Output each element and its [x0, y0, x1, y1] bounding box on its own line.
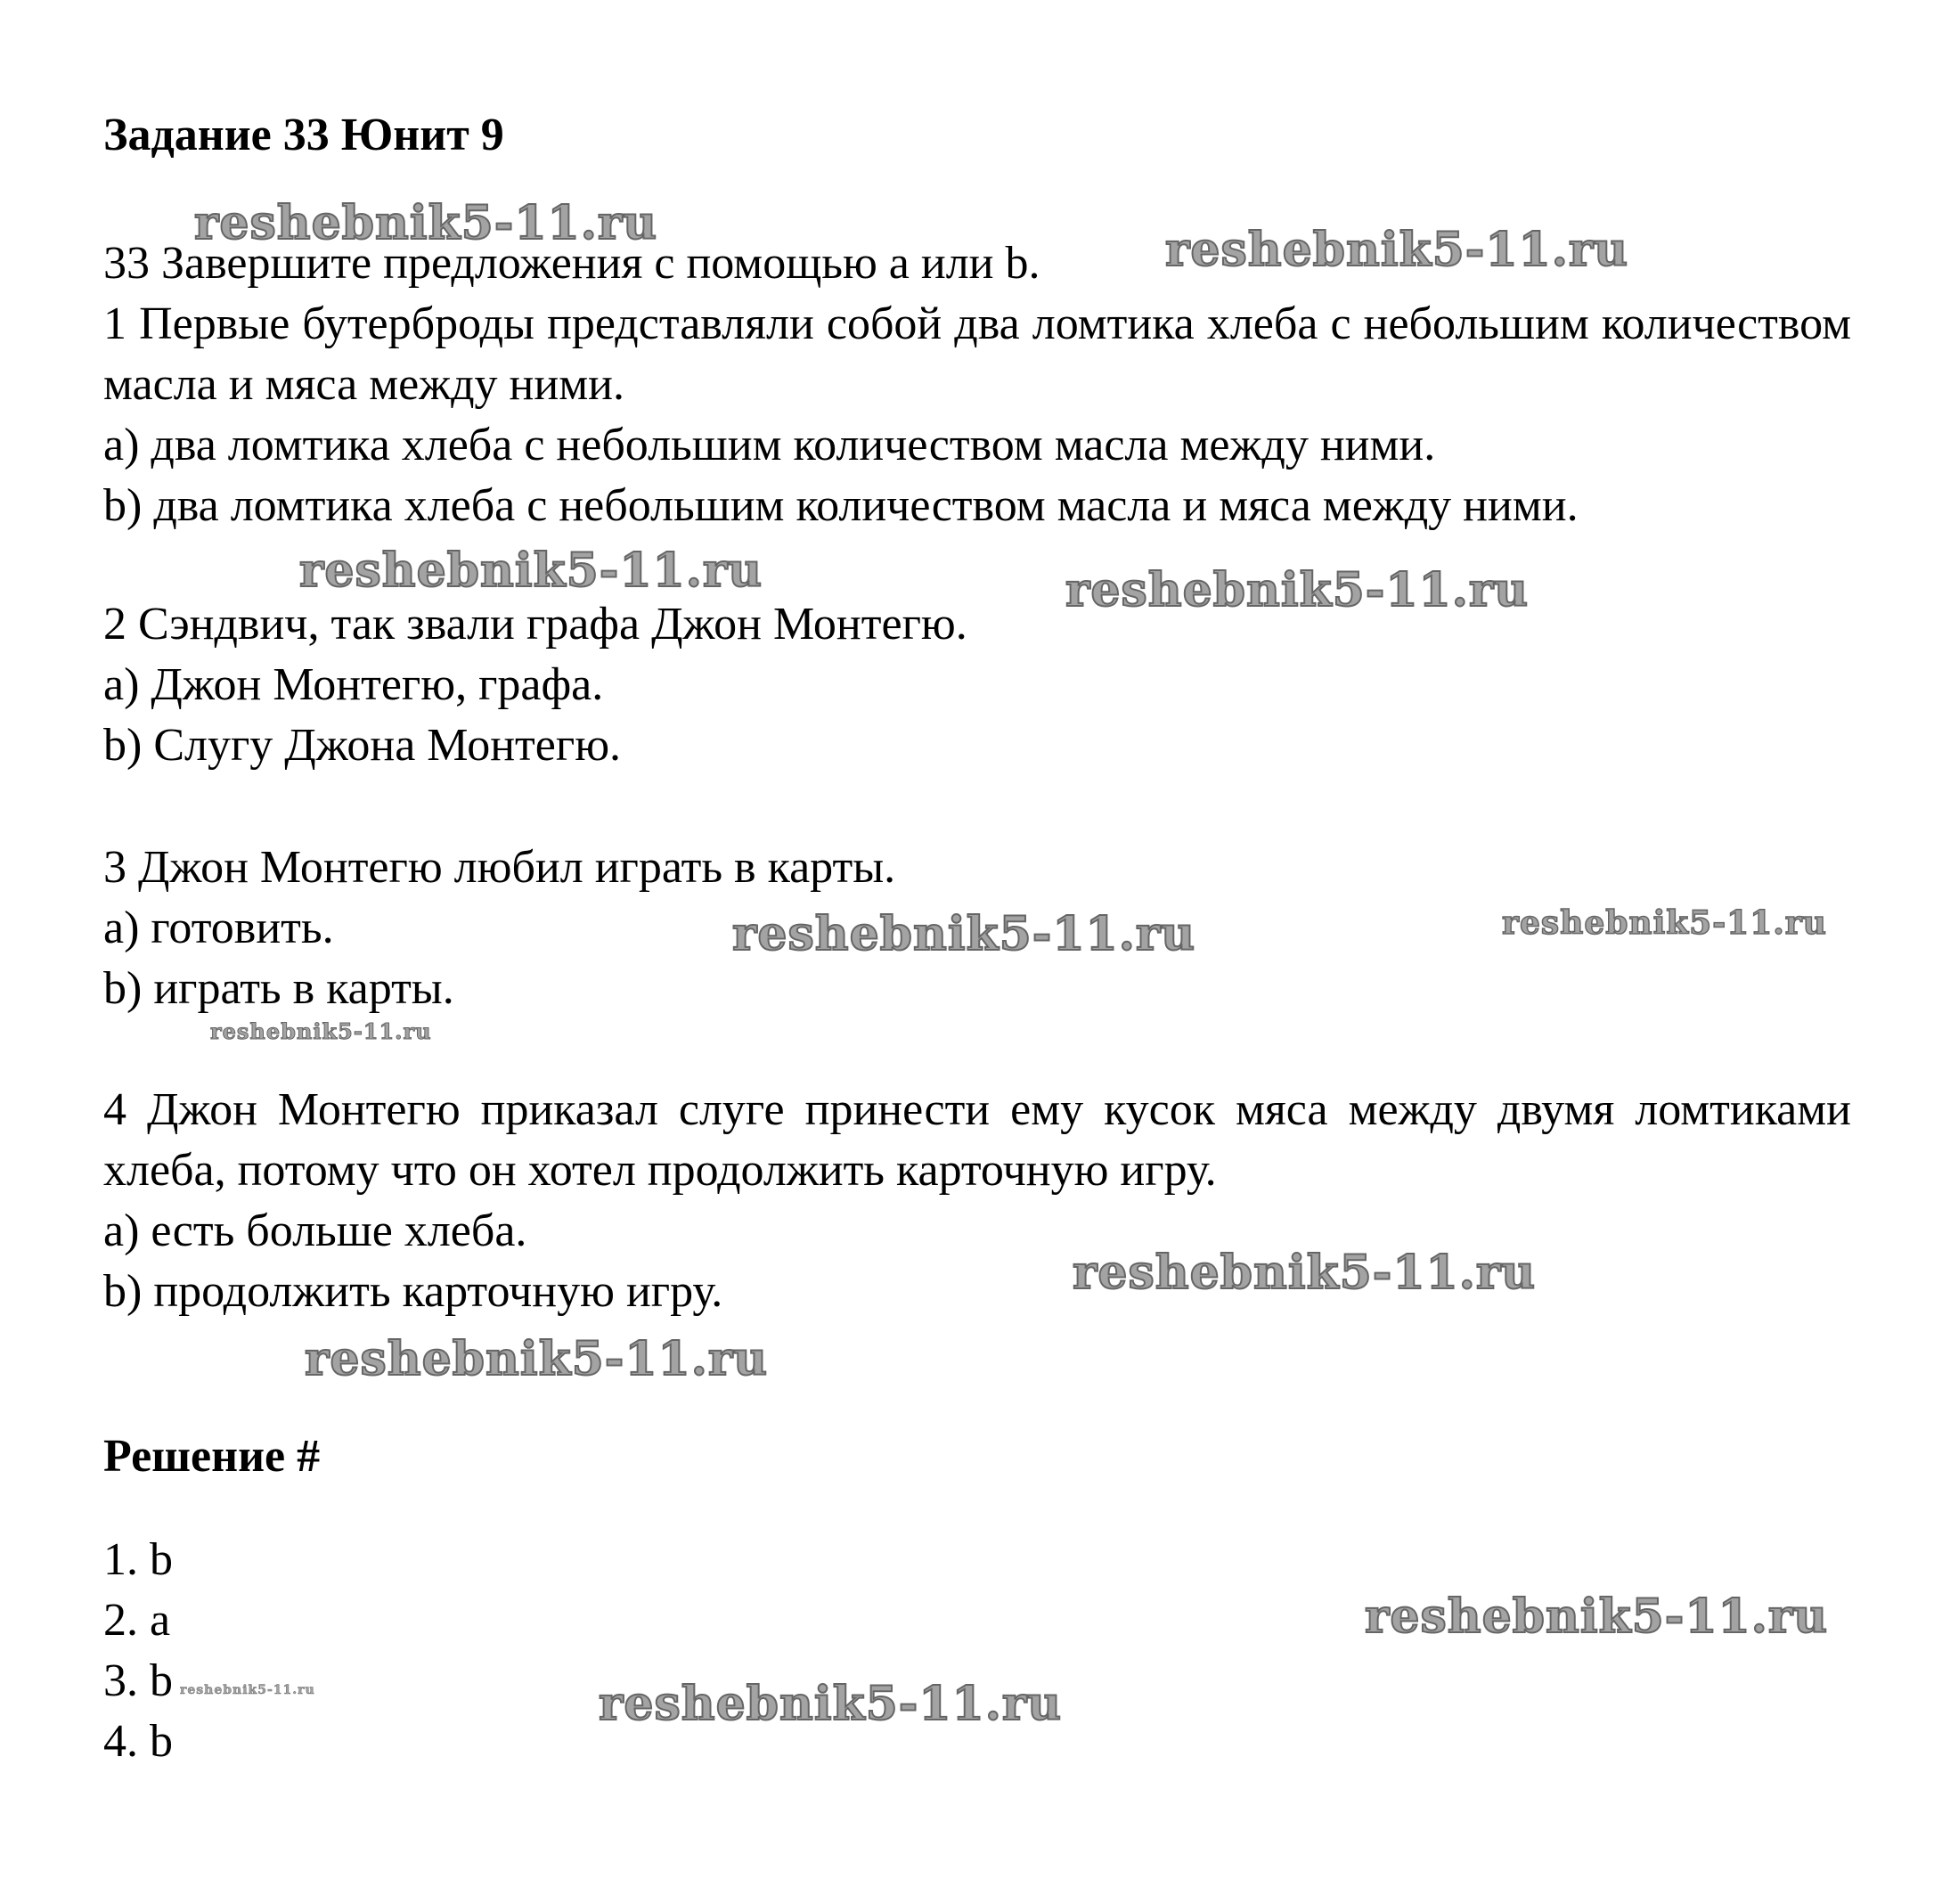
watermark: reshebnik5-11.ru — [305, 1332, 769, 1386]
watermark: reshebnik5-11.ru — [1165, 223, 1629, 277]
watermark: reshebnik5-11.ru — [210, 1018, 432, 1044]
instruction: 33 Завершите предложения с помощью a или b. — [103, 238, 1040, 289]
question-1-text: 1 Первые бутерброды представляли собой два ломтика хлеба с небольшим количеством масла и мяса между ними. — [103, 298, 1851, 410]
question-2-option-b: b) Слугу Джона Монтегю. — [103, 720, 622, 771]
watermark: reshebnik5-11.ru — [732, 907, 1196, 961]
page-title: Задание 33 Юнит 9 — [103, 110, 504, 160]
solution-heading: Решение # — [103, 1431, 321, 1482]
question-3-text: 3 Джон Монтегю любил играть в карты. — [103, 842, 896, 893]
watermark: reshebnik5-11.ru — [299, 543, 763, 598]
question-4-option-b: b) продолжить карточную игру. — [103, 1266, 723, 1317]
question-2-option-a: a) Джон Монтегю, графа. — [103, 659, 604, 710]
watermark: reshebnik5-11.ru — [1502, 904, 1827, 942]
question-2-text: 2 Сэндвич, так звали графа Джон Монтегю. — [103, 599, 967, 650]
answer-3: 3. b — [103, 1655, 173, 1706]
question-3-option-a: a) готовить. — [103, 903, 334, 953]
answer-4: 4. b — [103, 1716, 173, 1767]
question-1-option-a: a) два ломтика хлеба с небольшим количеством масла между ними. — [103, 420, 1436, 470]
question-3-option-b: b) играть в карты. — [103, 963, 454, 1014]
question-1-option-b: b) два ломтика хлеба с небольшим количеством масла и мяса между ними. — [103, 480, 1579, 531]
watermark: reshebnik5-11.ru — [599, 1677, 1063, 1731]
watermark: reshebnik5-11.ru — [1073, 1246, 1537, 1300]
watermark: reshebnik5-11.ru — [1365, 1589, 1829, 1644]
answer-1: 1. b — [103, 1534, 173, 1585]
answer-2: 2. a — [103, 1595, 171, 1646]
question-4-text: 4 Джон Монтегю приказал слуге принести ему кусок мяса между двумя ломтиками хлеба, потому что он хотел продолжить карточную игру. — [103, 1084, 1851, 1196]
watermark: reshebnik5-11.ru — [194, 196, 658, 250]
watermark: reshebnik5-11.ru — [180, 1683, 315, 1697]
question-4-option-a: a) есть больше хлеба. — [103, 1205, 527, 1256]
watermark: reshebnik5-11.ru — [1065, 563, 1530, 617]
